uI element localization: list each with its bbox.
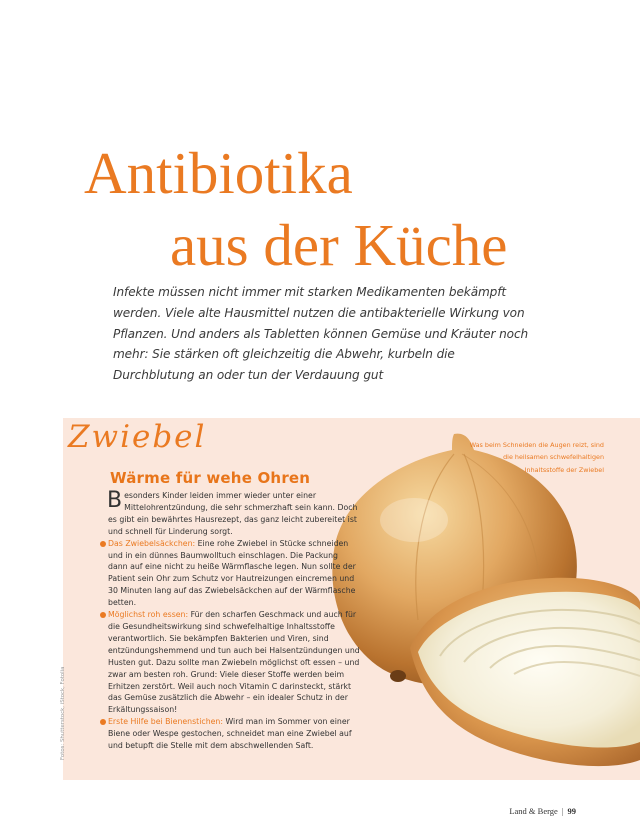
intro-text: esonders Kinder leiden immer wieder unter einer Mittelohrentzündung, die sehr schmerzhaft sein kann. Doch es gibt ein bewährtes Hausrezept, das ganz leicht zubereitet ist und schnell für Linderung sorgt.	[108, 491, 358, 536]
box-body-text	[108, 490, 360, 752]
list-item-label: Erste Hilfe bei Bienenstichen:	[108, 717, 224, 727]
box-subheading: Wärme für wehe Ohren	[110, 469, 311, 487]
list-item-label: Möglichst roh essen:	[108, 610, 189, 620]
list-item	[108, 609, 360, 716]
list-item	[108, 716, 360, 752]
list-item-text: Für den scharfen Geschmack und auch für die Gesundheitswirkung sind schwefelhaltige Inhaltsstoffe verantwortlich. Sie bekämpfen Bakterien und Viren, sind entzündungshemmend und tun auch bei Halsentzündungen und Husten gut. Dazu sollte man Zwiebeln möglichst oft essen – und zwar am besten roh. Grund: Viele dieser Stoffe werden beim Erhitzen zerstört. Weil auch noch Vitamin C darinsteckt, stärkt das Gemüse zusätzlich die Abwehr – ein idealer Schutz in der Erkältungssaison!	[108, 610, 360, 715]
image-caption: Was beim Schneiden die Augen reizt, sind die heilsamen schwefelhaltigen Inhaltsstoffe der Zwiebel	[469, 441, 604, 474]
footer-separator: |	[561, 806, 564, 816]
list-item-text: Wird man im Sommer von einer Biene oder Wespe gestochen, schneidet man eine Zwiebel auf und betupft die Stelle mit dem abschwellenden Saft.	[108, 717, 352, 751]
intro-paragraph	[108, 490, 360, 538]
box-heading: Zwiebel	[68, 419, 207, 455]
bullet-icon	[100, 541, 106, 547]
title-line-2: aus der Küche	[170, 212, 508, 278]
page-number: 99	[567, 806, 576, 816]
page-footer	[509, 806, 576, 816]
list-item-text: Eine rohe Zwiebel in Stücke schneiden und in ein dünnes Baumwolltuch einschlagen. Die Packung dann auf eine nicht zu heiße Wärmflasche legen. Nun sollte der Patient sein Ohr zum Schutz vor Hautreizungen eincremen und 30 Minuten lang auf das Zwiebelsäckchen auf der Wärmflasche betten.	[108, 538, 356, 608]
list-item-label: Das Zwiebelsäckchen:	[108, 538, 196, 548]
magazine-name: Land & Berge	[509, 806, 558, 816]
photo-credit: Fotos: Shutterstock, iStock, Fotolia	[60, 666, 66, 760]
title-line-1: Antibiotika	[84, 140, 353, 206]
onion-image	[314, 430, 640, 770]
lead-paragraph: Infekte müssen nicht immer mit starken Medikamenten bekämpft werden. Viele alte Hausmittel nutzen die antibakterielle Wirkung von Pflanzen. Und anders als Tabletten können Gemüse und Kräuter noch mehr: Sie stärken oft gleichzeitig die Abwehr, kurbeln die Durchblutung an oder tun der Verdauung gut	[113, 285, 529, 383]
list-item	[108, 538, 360, 609]
drop-cap: B	[107, 488, 123, 513]
